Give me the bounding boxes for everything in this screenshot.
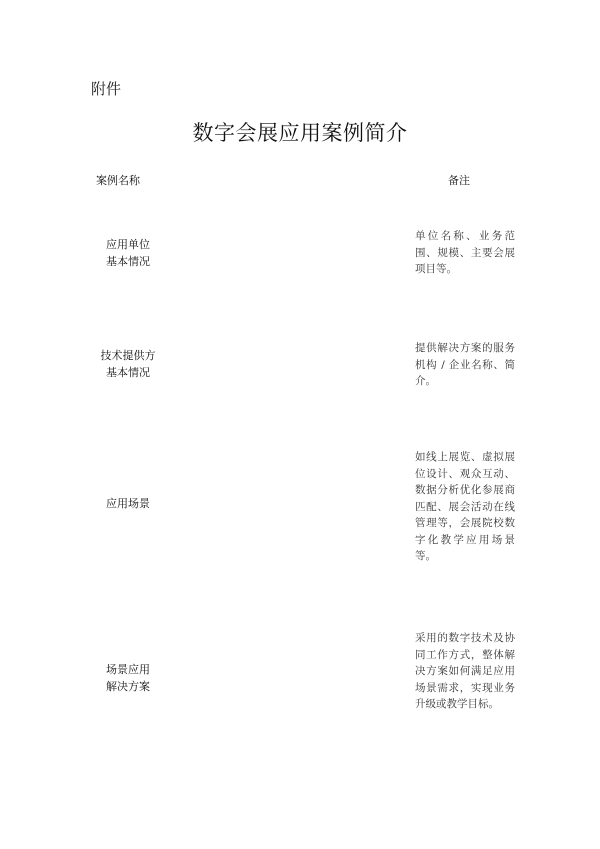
column-header-notes: 备注 [448, 174, 470, 187]
attachment-label: 附件 [91, 80, 122, 98]
row-label-solution [80, 661, 176, 695]
row-label-line: 应用场景 [106, 497, 150, 510]
column-header-case-name: 案例名称 [96, 174, 140, 187]
row-label-line: 技术提供方 [100, 349, 156, 362]
row-label-line: 基本情况 [106, 366, 150, 379]
row-label-applicant-info [80, 236, 176, 270]
row-label-line: 应用单位 [106, 238, 150, 251]
row-note-tech-provider-info: 提供解决方案的服务机构 / 企业名称、简介。 [415, 342, 515, 387]
row-label-line: 基本情况 [106, 255, 150, 268]
document-title: 数字会展应用案例简介 [192, 121, 408, 145]
row-label-tech-provider-info [80, 347, 176, 381]
row-label-line: 场景应用 [106, 663, 150, 676]
row-note-application-scenario: 如线上展览、虚拟展位设计、观众互动、数据分析优化参展商匹配、展会活动在线管理等，会展院校数字化教学应用场景等。 [415, 451, 515, 562]
row-label-line: 解决方案 [106, 680, 150, 693]
row-note-solution: 采用的数字技术及协同工作方式，整体解决方案如何满足应用场景需求，实现业务升级或教学目标。 [415, 632, 515, 710]
row-label-application-scenario [80, 495, 176, 512]
row-note-applicant-info: 单位名称、业务范围、规模、主要会展项目等。 [415, 230, 515, 275]
